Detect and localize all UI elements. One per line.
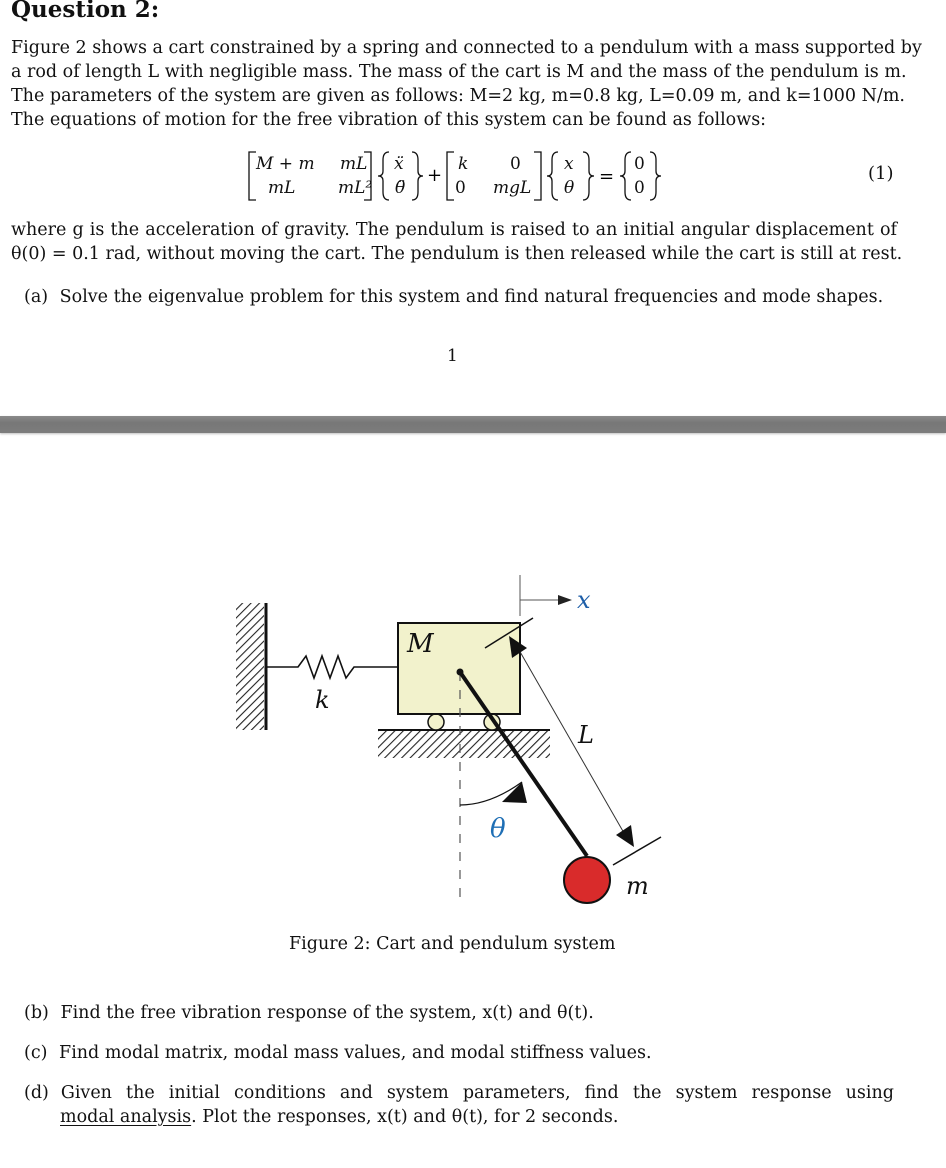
disp-x: x [564, 154, 574, 174]
stiffness-b21: 0 [455, 178, 466, 198]
part-d-underlined: modal analysis [60, 1107, 192, 1127]
page-divider [0, 416, 946, 433]
intro-paragraph [11, 36, 922, 132]
cart-wheel-left [428, 714, 444, 730]
rhs-top: 0 [634, 154, 645, 174]
part-b [24, 1001, 594, 1025]
part-d-line-1: Given the initial conditions and system parameters, find the system response using [60, 1083, 894, 1103]
part-b-label: (b) [24, 1003, 49, 1023]
page-number: 1 [447, 346, 458, 366]
stiffness-b12: 0 [510, 154, 521, 174]
intro-line-3: The parameters of the system are given as follows: M=2 kg, m=0.8 kg, L=0.09 m, and k=1000 N/m. [11, 86, 905, 106]
part-c-text: Find modal matrix, modal mass values, and modal stiffness values. [59, 1043, 652, 1063]
part-d-rest: . Plot the responses, x(t) and θ(t), for 2 seconds. [191, 1107, 619, 1127]
cart-pendulum-figure [200, 560, 700, 920]
accel-theta: θ̈ [395, 178, 406, 198]
part-a-text: Solve the eigenvalue problem for this system and find natural frequencies and mode shapes. [59, 287, 884, 307]
part-d-line-2 [24, 1105, 894, 1129]
mass-matrix-a11: M + m [256, 154, 315, 174]
stiffness-b11: k [458, 154, 469, 174]
part-a-label: (a) [24, 287, 49, 307]
intro-line-1: Figure 2 shows a cart constrained by a spring and connected to a pendulum with a mass supported by [11, 38, 922, 58]
mass-matrix-a21: mL [268, 178, 296, 198]
equation-of-motion [240, 146, 680, 206]
after-eq-line-1: where g is the acceleration of gravity. The pendulum is raised to an initial angular displacement of [11, 220, 897, 240]
pendulum-bob [564, 857, 610, 903]
disp-theta: θ [564, 178, 575, 198]
figure-caption: Figure 2: Cart and pendulum system [289, 934, 616, 954]
after-equation-paragraph [11, 218, 903, 266]
ground [378, 730, 550, 758]
part-d [24, 1081, 894, 1129]
part-a [24, 285, 883, 309]
wall [236, 603, 266, 730]
part-d-label: (d) [24, 1083, 49, 1103]
pivot [457, 669, 464, 676]
accel-x: ẍ [394, 154, 404, 174]
equation-number: (1) [868, 163, 894, 184]
equals-sign: = [599, 166, 615, 187]
part-c-label: (c) [24, 1043, 48, 1063]
mass-matrix-a22: mL² [338, 178, 373, 198]
bob-label: m [626, 872, 649, 900]
pendulum-rod [460, 672, 587, 856]
part-c [24, 1041, 652, 1065]
mass-matrix-a12: mL [340, 154, 368, 174]
x-label: x [577, 586, 591, 614]
spring [266, 656, 398, 678]
intro-line-2: a rod of length L with negligible mass. The mass of the cart is M and the mass of the pendulum is m. [11, 62, 907, 82]
cart-label: M [407, 629, 434, 659]
plus-sign: + [427, 165, 443, 186]
theta-label: θ [490, 814, 506, 844]
after-eq-line-2: θ(0) = 0.1 rad, without moving the cart. The pendulum is then released while the cart is still at rest. [11, 244, 903, 264]
length-label: L [578, 721, 594, 749]
intro-line-4: The equations of motion for the free vibration of this system can be found as follows: [11, 110, 767, 130]
stiffness-b22: mgL [493, 178, 532, 198]
part-b-text: Find the free vibration response of the system, x(t) and θ(t). [60, 1003, 594, 1023]
spring-label: k [315, 686, 330, 714]
rhs-bottom: 0 [634, 178, 645, 198]
question-heading: Question 2: [11, 0, 160, 23]
